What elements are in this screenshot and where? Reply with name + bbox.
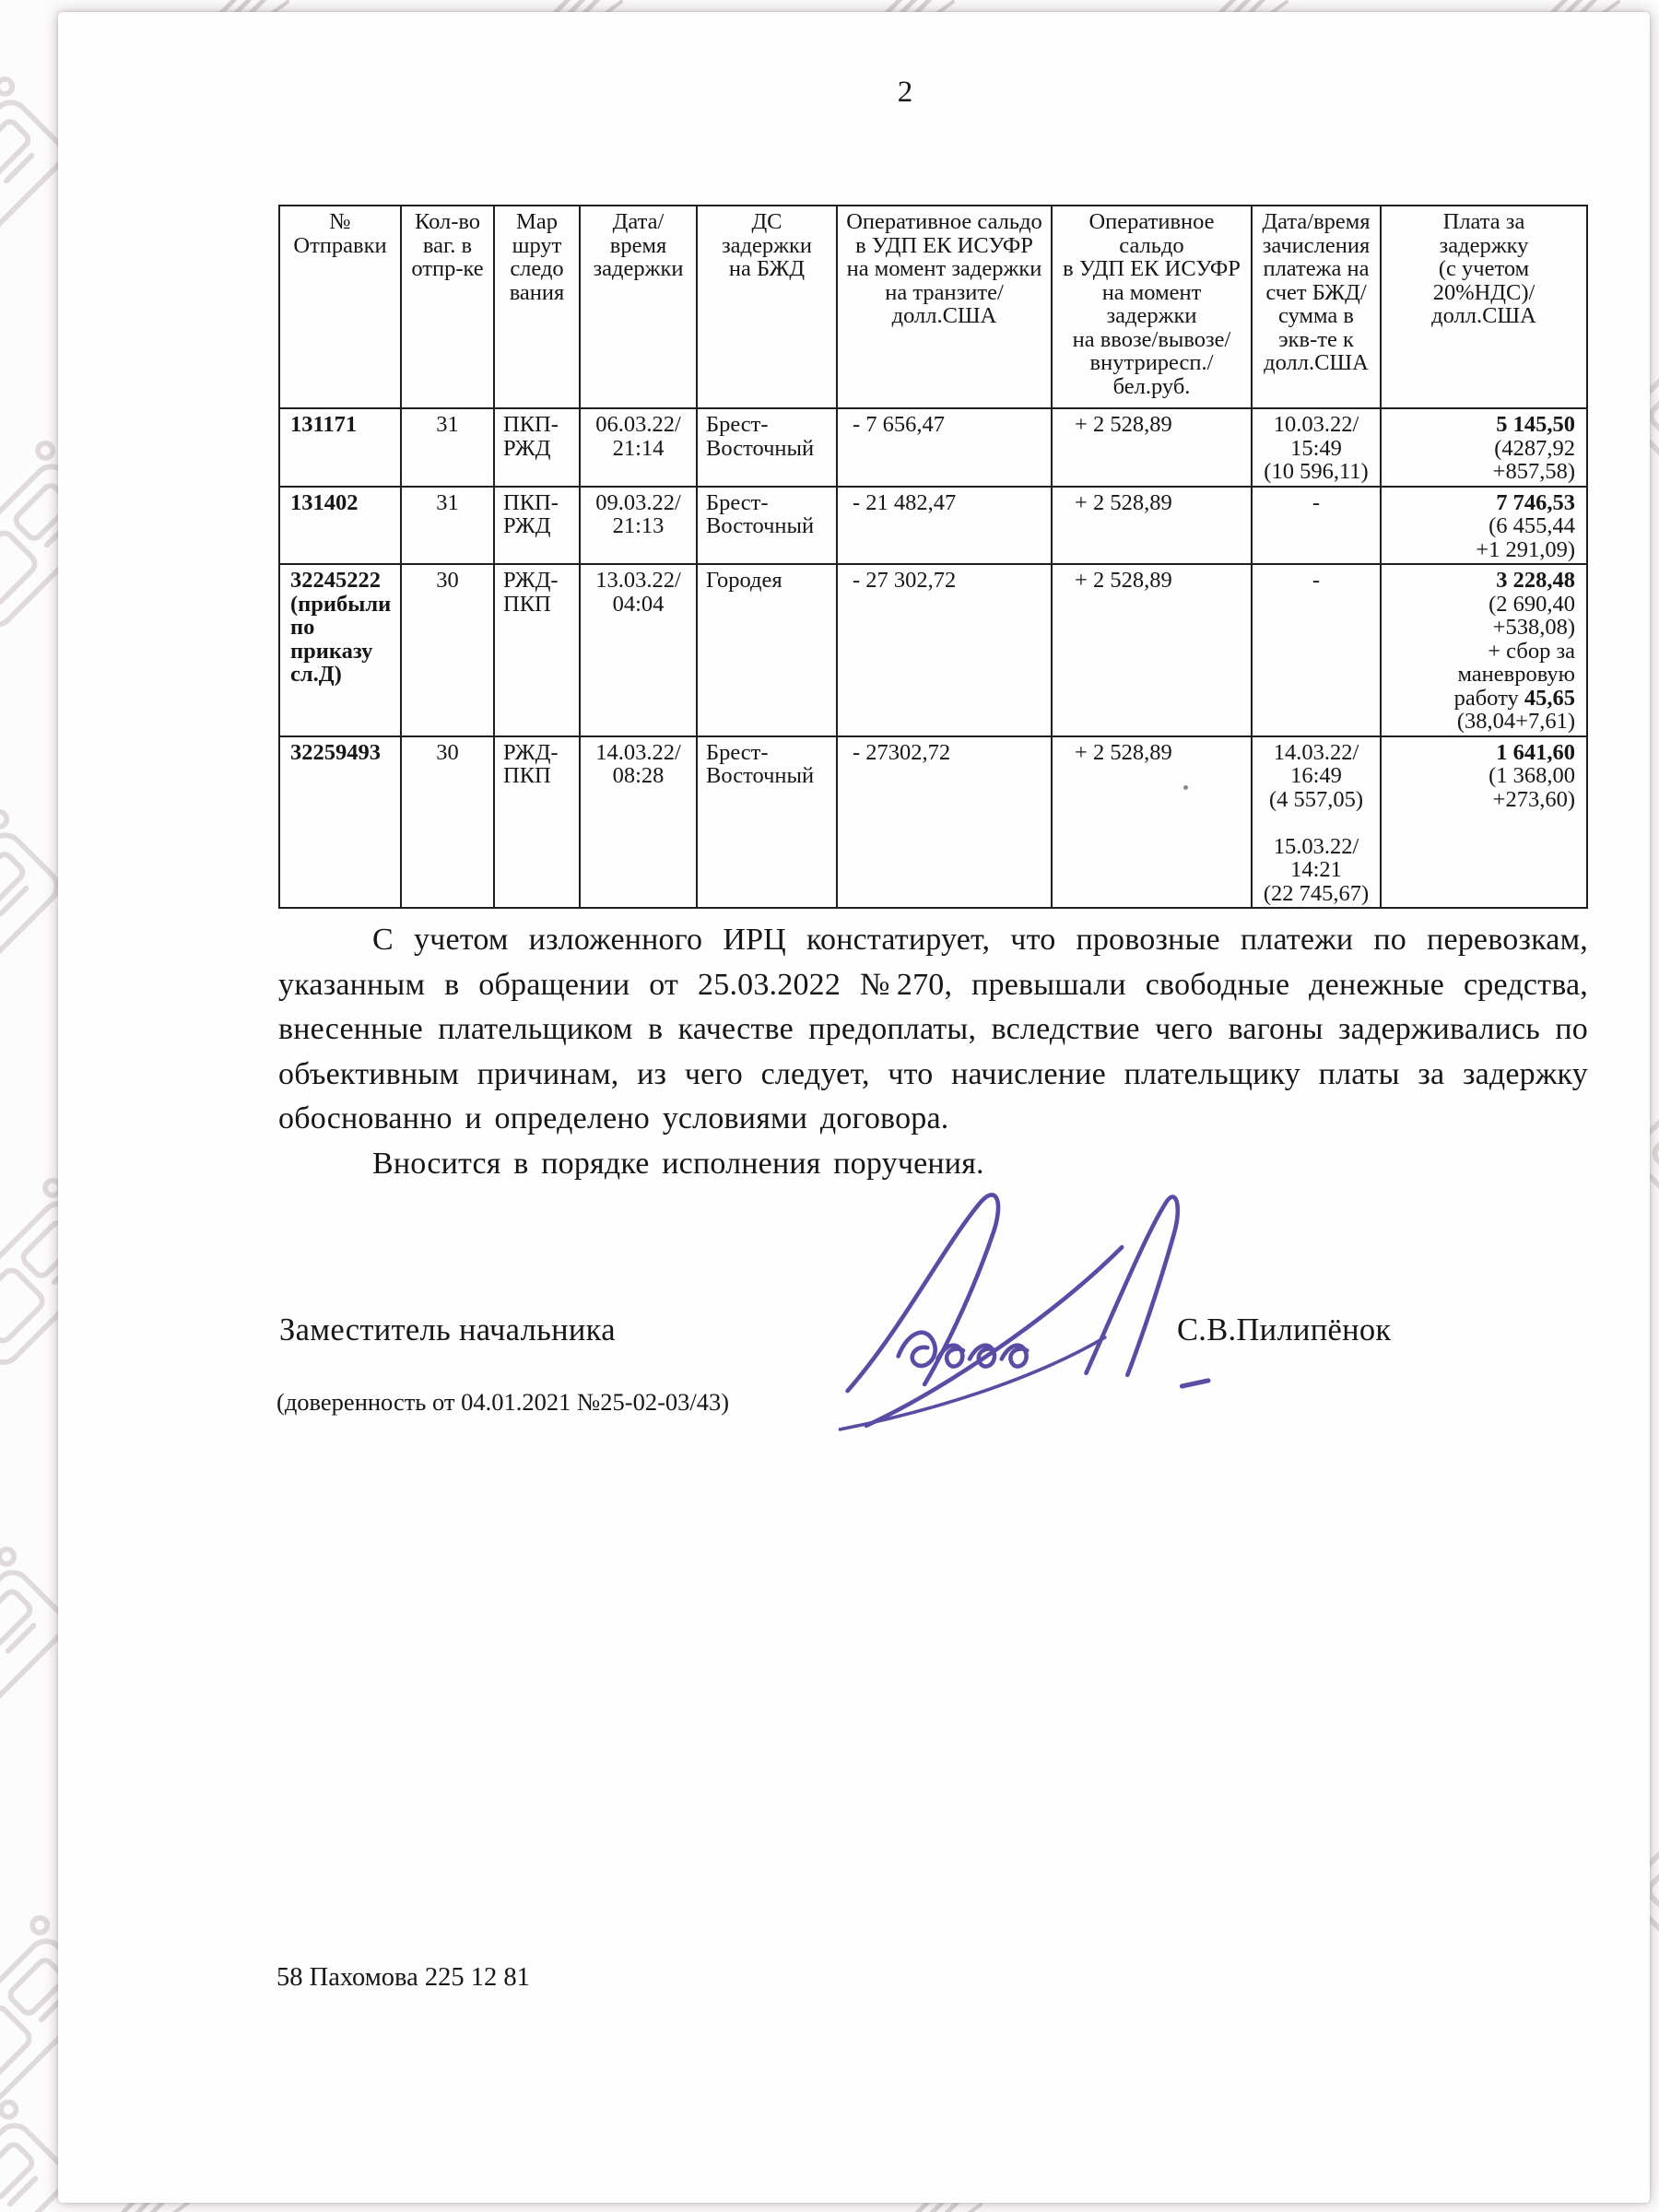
table-cell: Брест- Восточный xyxy=(697,408,837,487)
table-cell: - xyxy=(1252,564,1381,736)
table-header-cell: Оперативное сальдо в УДП ЕК ИСУФР на момент задержки на ввозе/вывозе/ внутриресп./ бел.руб. xyxy=(1052,206,1252,408)
table-header-cell: Кол-во ваг. в отпр-ке xyxy=(401,206,494,408)
table-header-cell: Дата/ время задержки xyxy=(580,206,697,408)
table-cell: Городея xyxy=(697,564,837,736)
power-of-attorney-note: (доверенность от 04.01.2021 №25-02-03/43) xyxy=(276,1388,730,1416)
signer-position: Заместитель начальника xyxy=(279,1312,616,1347)
executor-footer: 58 Пахомова 225 12 81 xyxy=(276,1963,530,1992)
table-cell: 7 746,53 (6 455,44 +1 291,09) xyxy=(1381,487,1587,565)
table-cell: 13.03.22/ 04:04 xyxy=(580,564,697,736)
table-cell: - 27302,72 xyxy=(837,736,1052,909)
scan-artifact-dot xyxy=(1183,785,1188,790)
table-header-cell: ДС задержки на БЖД xyxy=(697,206,837,408)
table-cell: Брест- Восточный xyxy=(697,736,837,909)
table-cell: 10.03.22/ 15:49 (10 596,11) xyxy=(1252,408,1381,487)
shipments-table xyxy=(278,205,1588,909)
table-cell: 3 228,48 (2 690,40 +538,08) + сбор за маневровую работу 45,65 (38,04+7,61) xyxy=(1381,564,1587,736)
table-cell: РЖД- ПКП xyxy=(494,736,580,909)
table-cell: - 21 482,47 xyxy=(837,487,1052,565)
table-header-cell: Оперативное сальдо в УДП ЕК ИСУФР на момент задержки на транзите/ долл.США xyxy=(837,206,1052,408)
table-cell: + 2 528,89 xyxy=(1052,408,1252,487)
table-row xyxy=(279,564,1587,736)
table-cell: 131171 xyxy=(279,408,401,487)
table-row xyxy=(279,487,1587,565)
table-cell: ПКП- РЖД xyxy=(494,487,580,565)
paragraph-note: Вносится в порядке исполнения поручения. xyxy=(372,1146,984,1181)
table-cell: 14.03.22/ 16:49 (4 557,05) 15.03.22/ 14:21 (22 745,67) xyxy=(1252,736,1381,909)
paragraph-conclusion: С учетом изложенного ИРЦ констатирует, что провозные платежи по перевозкам, указанным в обращении от 25.03.2022 №270, превышали свободные денежные средства, внесенные плательщиком в качестве предоплаты, вследствие чего вагоны задерживались по объективным причинам, из чего следует, что начисление плательщику платы за задержку обоснованно и определено условиями договора. xyxy=(278,923,1588,1135)
signer-name: С.В.Пилипёнок xyxy=(1177,1312,1392,1347)
table-cell: 31 xyxy=(401,487,494,565)
table-cell: 06.03.22/ 21:14 xyxy=(580,408,697,487)
table-cell: РЖД- ПКП xyxy=(494,564,580,736)
table-body xyxy=(279,408,1587,908)
table-header-cell: № Отправки xyxy=(279,206,401,408)
table-cell: 30 xyxy=(401,736,494,909)
table-cell: 32245222 (прибыли по приказу сл.Д) xyxy=(279,564,401,736)
table-row xyxy=(279,736,1587,909)
table-cell: - 7 656,47 xyxy=(837,408,1052,487)
page-number: 2 xyxy=(897,76,913,109)
table-row xyxy=(279,408,1587,487)
table-header-cell: Мар шрут следо вания xyxy=(494,206,580,408)
table-cell: 32259493 xyxy=(279,736,401,909)
table-cell: + 2 528,89 xyxy=(1052,487,1252,565)
table-cell: 1 641,60 (1 368,00 +273,60) xyxy=(1381,736,1587,909)
table-cell: 30 xyxy=(401,564,494,736)
table-cell: + 2 528,89 xyxy=(1052,564,1252,736)
table-cell: + 2 528,89 xyxy=(1052,736,1252,909)
body-text xyxy=(278,918,1588,1186)
handwritten-signature-ink xyxy=(811,1189,1217,1433)
table-cell: Брест- Восточный xyxy=(697,487,837,565)
table-header-cell: Плата за задержку (с учетом 20%НДС)/ долл.США xyxy=(1381,206,1587,408)
table-cell: - xyxy=(1252,487,1381,565)
table-cell: 14.03.22/ 08:28 xyxy=(580,736,697,909)
table-cell: ПКП- РЖД xyxy=(494,408,580,487)
table-cell: 09.03.22/ 21:13 xyxy=(580,487,697,565)
table-cell: 131402 xyxy=(279,487,401,565)
table-cell: 31 xyxy=(401,408,494,487)
table-header-cell: Дата/время зачисления платежа на счет БЖД/ сумма в экв-те к долл.США xyxy=(1252,206,1381,408)
table-header-row xyxy=(279,206,1587,408)
table-cell: - 27 302,72 xyxy=(837,564,1052,736)
table-cell: 5 145,50 (4287,92 +857,58) xyxy=(1381,408,1587,487)
